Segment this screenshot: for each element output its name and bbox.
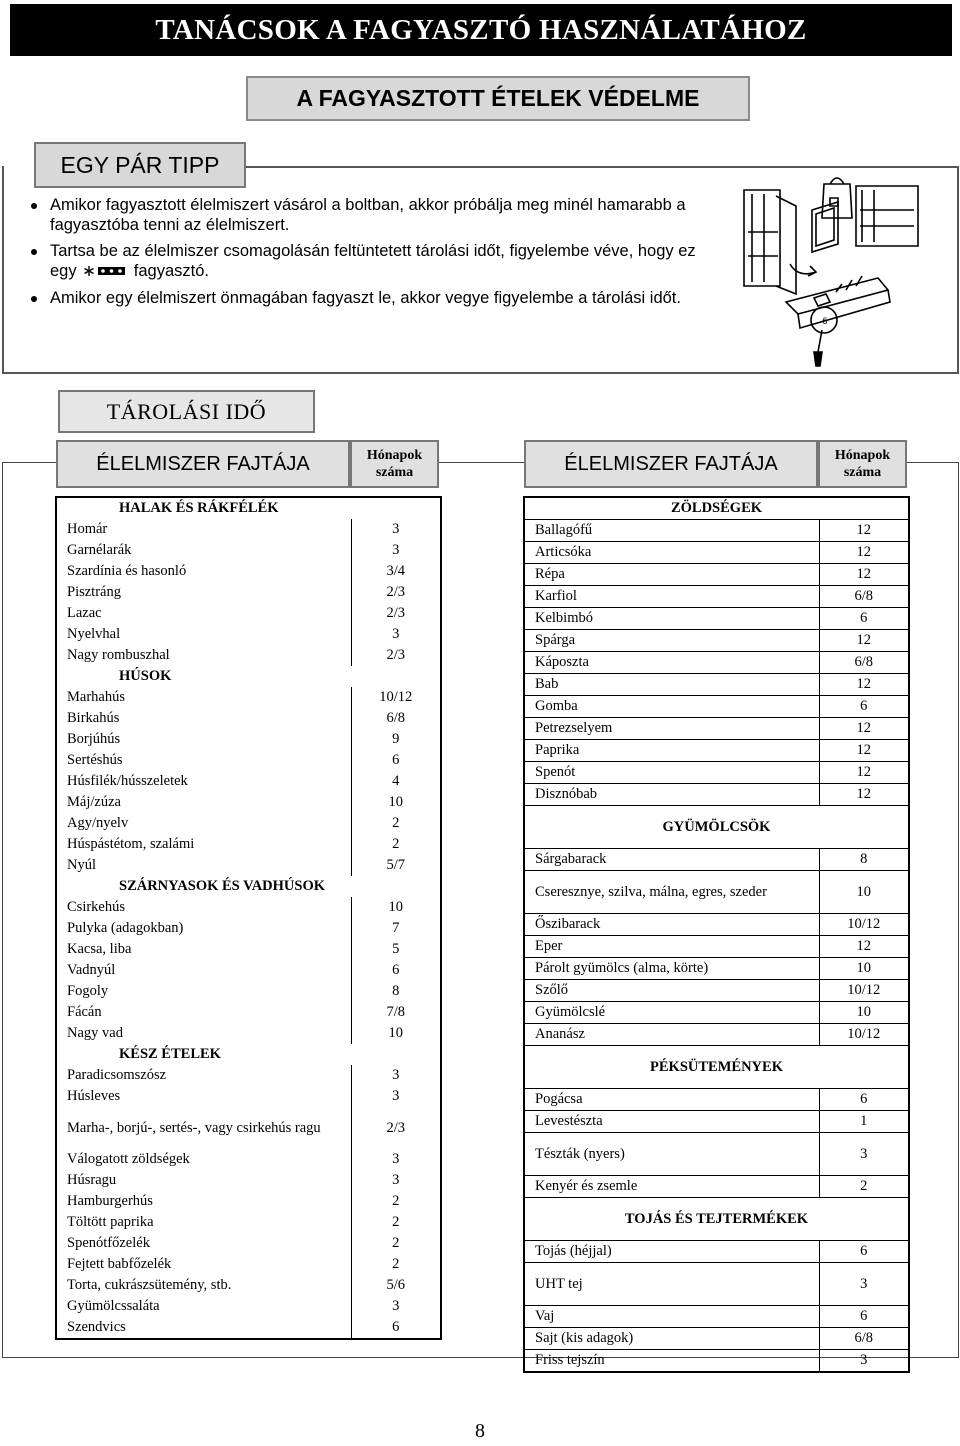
food-name-cell: Gyümölcslé bbox=[524, 1002, 819, 1024]
months-cell: 10 bbox=[819, 871, 909, 914]
months-cell: 3 bbox=[819, 1263, 909, 1306]
table-row bbox=[56, 1002, 441, 1023]
storage-table-right bbox=[523, 496, 910, 1373]
table-row bbox=[524, 1133, 909, 1176]
table-row bbox=[56, 771, 441, 792]
months-cell: 12 bbox=[819, 520, 909, 542]
table-row bbox=[56, 750, 441, 771]
months-cell: 8 bbox=[351, 981, 441, 1002]
months-cell: 10/12 bbox=[819, 1024, 909, 1046]
food-name-cell: Őszibarack bbox=[524, 914, 819, 936]
months-cell: 6 bbox=[351, 1317, 441, 1339]
table-row bbox=[524, 936, 909, 958]
section-row bbox=[56, 497, 441, 519]
section-heading: HALAK ÉS RÁKFÉLÉK bbox=[56, 497, 441, 519]
svg-text:6: 6 bbox=[822, 317, 828, 327]
table-row bbox=[56, 582, 441, 603]
tip-item: Amikor egy élelmiszert önmagában fagyaszt le, akkor vegye figyelembe a tárolási időt. bbox=[26, 288, 706, 308]
table-row bbox=[56, 960, 441, 981]
food-name-cell: Articsóka bbox=[524, 542, 819, 564]
food-name-cell: Levestészta bbox=[524, 1111, 819, 1133]
food-name-cell: Hamburgerhús bbox=[56, 1191, 351, 1212]
table-row bbox=[524, 762, 909, 784]
table-row bbox=[56, 1212, 441, 1233]
months-cell: 7/8 bbox=[351, 1002, 441, 1023]
food-name-cell: Fácán bbox=[56, 1002, 351, 1023]
months-cell: 2 bbox=[351, 813, 441, 834]
table-row bbox=[56, 1170, 441, 1191]
table-row bbox=[56, 1191, 441, 1212]
table-row bbox=[56, 645, 441, 666]
months-cell: 2/3 bbox=[351, 582, 441, 603]
table-row bbox=[524, 1002, 909, 1024]
section-heading: KÉSZ ÉTELEK bbox=[56, 1044, 441, 1065]
food-name-cell: Lazac bbox=[56, 603, 351, 624]
months-cell: 7 bbox=[351, 918, 441, 939]
months-cell: 8 bbox=[819, 849, 909, 871]
table-row bbox=[56, 897, 441, 918]
table-row bbox=[56, 624, 441, 645]
section-row bbox=[524, 1198, 909, 1241]
months-cell: 2/3 bbox=[351, 645, 441, 666]
section-heading: SZÁRNYASOK ÉS VADHÚSOK bbox=[56, 876, 441, 897]
table-row bbox=[524, 608, 909, 630]
months-cell: 3 bbox=[351, 519, 441, 540]
food-name-cell: Répa bbox=[524, 564, 819, 586]
table-row bbox=[56, 855, 441, 876]
food-name-cell: Nagy rombuszhal bbox=[56, 645, 351, 666]
freezer-illustration bbox=[738, 174, 948, 370]
months-cell: 12 bbox=[819, 740, 909, 762]
tip-text: Tartsa be az élelmiszer csomagolásán feltüntetett tárolási időt, figyelembe véve, hogy ez egy bbox=[50, 242, 696, 280]
food-name-cell: Spenót bbox=[524, 762, 819, 784]
table-row bbox=[56, 1023, 441, 1044]
food-name-cell: Válogatott zöldségek bbox=[56, 1149, 351, 1170]
months-cell: 10/12 bbox=[819, 914, 909, 936]
table-row bbox=[56, 519, 441, 540]
table-row bbox=[56, 1296, 441, 1317]
food-name-cell: Máj/zúza bbox=[56, 792, 351, 813]
section-row bbox=[524, 1046, 909, 1089]
months-cell: 12 bbox=[819, 762, 909, 784]
months-cell: 2 bbox=[351, 834, 441, 855]
months-cell: 12 bbox=[819, 718, 909, 740]
table-row bbox=[56, 1086, 441, 1107]
food-name-cell: Fejtett babfőzelék bbox=[56, 1254, 351, 1275]
tip-text: fagyasztó. bbox=[133, 262, 210, 280]
months-cell: 12 bbox=[819, 674, 909, 696]
table-row bbox=[524, 1263, 909, 1306]
food-name-cell: Töltött paprika bbox=[56, 1212, 351, 1233]
table-row bbox=[56, 1254, 441, 1275]
storage-table-left bbox=[55, 496, 442, 1340]
months-cell: 3 bbox=[351, 1149, 441, 1170]
months-cell: 3 bbox=[351, 1086, 441, 1107]
food-name-cell: Gomba bbox=[524, 696, 819, 718]
food-name-cell: Ballagófű bbox=[524, 520, 819, 542]
food-name-cell: Cseresznye, szilva, málna, egres, szeder bbox=[524, 871, 819, 914]
food-name-cell: Szendvics bbox=[56, 1317, 351, 1339]
tips-heading: EGY PÁR TIPP bbox=[34, 142, 246, 188]
table-row bbox=[524, 674, 909, 696]
snowflake-icon bbox=[83, 265, 127, 277]
tip-item: Amikor fagyasztott élelmiszert vásárol a boltban, akkor próbálja meg minél hamarabb a fagyasztóba tenni az élelmiszert. bbox=[26, 195, 706, 235]
tips-list bbox=[26, 195, 706, 314]
left-column-header-months: Hónapok száma bbox=[350, 440, 439, 488]
table-row bbox=[524, 1328, 909, 1350]
page-number: 8 bbox=[475, 1420, 485, 1442]
food-name-cell: Bab bbox=[524, 674, 819, 696]
months-cell: 2 bbox=[819, 1176, 909, 1198]
months-cell: 3 bbox=[351, 1065, 441, 1086]
months-cell: 12 bbox=[819, 936, 909, 958]
months-cell: 10 bbox=[351, 897, 441, 918]
tips-box-top-border bbox=[246, 166, 959, 168]
food-name-cell: Fogoly bbox=[56, 981, 351, 1002]
table-row bbox=[524, 980, 909, 1002]
section-row bbox=[524, 497, 909, 520]
months-cell: 3 bbox=[351, 1296, 441, 1317]
food-name-cell: Birkahús bbox=[56, 708, 351, 729]
food-name-cell: Nyúl bbox=[56, 855, 351, 876]
food-name-cell: Paprika bbox=[524, 740, 819, 762]
months-cell: 3/4 bbox=[351, 561, 441, 582]
months-cell: 12 bbox=[819, 784, 909, 806]
table-row bbox=[524, 1241, 909, 1263]
months-cell: 2 bbox=[351, 1191, 441, 1212]
section-heading: HÚSOK bbox=[56, 666, 441, 687]
months-cell: 6 bbox=[819, 696, 909, 718]
months-cell: 3 bbox=[819, 1350, 909, 1373]
food-name-cell: Sajt (kis adagok) bbox=[524, 1328, 819, 1350]
left-column-header-food: ÉLELMISZER FAJTÁJA bbox=[56, 440, 350, 488]
table-row bbox=[524, 784, 909, 806]
table-row bbox=[56, 981, 441, 1002]
table-row bbox=[524, 652, 909, 674]
table-row bbox=[524, 718, 909, 740]
months-cell: 6/8 bbox=[819, 586, 909, 608]
months-cell: 2 bbox=[351, 1212, 441, 1233]
food-name-cell: Homár bbox=[56, 519, 351, 540]
months-cell: 1 bbox=[819, 1111, 909, 1133]
food-name-cell: Kacsa, liba bbox=[56, 939, 351, 960]
table-row bbox=[524, 542, 909, 564]
table-row bbox=[56, 603, 441, 624]
table-row bbox=[56, 918, 441, 939]
table-row bbox=[56, 729, 441, 750]
table-row bbox=[524, 849, 909, 871]
months-cell: 2 bbox=[351, 1233, 441, 1254]
table-row bbox=[524, 586, 909, 608]
table-row bbox=[524, 958, 909, 980]
food-name-cell: Sertéshús bbox=[56, 750, 351, 771]
section-row bbox=[56, 666, 441, 687]
months-cell: 10 bbox=[819, 958, 909, 980]
storage-table-left-body bbox=[56, 497, 441, 1339]
right-column-header-food: ÉLELMISZER FAJTÁJA bbox=[524, 440, 818, 488]
storage-table-right-body bbox=[524, 497, 909, 1372]
food-name-cell: Pogácsa bbox=[524, 1089, 819, 1111]
section-heading: TOJÁS ÉS TEJTERMÉKEK bbox=[524, 1198, 909, 1241]
food-name-cell: Tészták (nyers) bbox=[524, 1133, 819, 1176]
months-cell: 6 bbox=[819, 1089, 909, 1111]
months-cell: 10/12 bbox=[819, 980, 909, 1002]
food-name-cell: Sárgabarack bbox=[524, 849, 819, 871]
section-heading: ZÖLDSÉGEK bbox=[524, 497, 909, 520]
table-row bbox=[56, 1275, 441, 1296]
tip-item bbox=[26, 241, 706, 282]
months-cell: 6/8 bbox=[819, 1328, 909, 1350]
food-name-cell: UHT tej bbox=[524, 1263, 819, 1306]
table-row bbox=[56, 834, 441, 855]
table-row bbox=[524, 871, 909, 914]
months-cell: 3 bbox=[819, 1133, 909, 1176]
table-row bbox=[524, 630, 909, 652]
months-cell: 3 bbox=[351, 540, 441, 561]
months-cell: 6 bbox=[351, 750, 441, 771]
table-row bbox=[524, 914, 909, 936]
page-title: TANÁCSOK A FAGYASZTÓ HASZNÁLATÁHOZ bbox=[10, 4, 952, 56]
table-row bbox=[56, 1233, 441, 1254]
food-name-cell: Csirkehús bbox=[56, 897, 351, 918]
food-name-cell: Nyelvhal bbox=[56, 624, 351, 645]
food-name-cell: Borjúhús bbox=[56, 729, 351, 750]
food-name-cell: Kenyér és zsemle bbox=[524, 1176, 819, 1198]
food-name-cell: Marha-, borjú-, sertés-, vagy csirkehús ragu bbox=[56, 1107, 351, 1149]
months-cell: 3 bbox=[351, 1170, 441, 1191]
table-row bbox=[56, 1317, 441, 1339]
months-cell: 12 bbox=[819, 564, 909, 586]
table-row bbox=[524, 1111, 909, 1133]
table-row bbox=[524, 1024, 909, 1046]
food-name-cell: Spenótfőzelék bbox=[56, 1233, 351, 1254]
food-name-cell: Húsragu bbox=[56, 1170, 351, 1191]
food-name-cell: Pisztráng bbox=[56, 582, 351, 603]
table-row bbox=[524, 1306, 909, 1328]
food-name-cell: Spárga bbox=[524, 630, 819, 652]
section-row bbox=[56, 876, 441, 897]
food-name-cell: Húspástétom, szalámi bbox=[56, 834, 351, 855]
months-cell: 6 bbox=[819, 608, 909, 630]
months-cell: 3 bbox=[351, 624, 441, 645]
table-row bbox=[56, 1149, 441, 1170]
table-row bbox=[56, 1065, 441, 1086]
table-row bbox=[56, 561, 441, 582]
food-name-cell: Szőlő bbox=[524, 980, 819, 1002]
table-row bbox=[524, 520, 909, 542]
food-name-cell: Petrezselyem bbox=[524, 718, 819, 740]
section-row bbox=[56, 1044, 441, 1065]
food-name-cell: Pulyka (adagokban) bbox=[56, 918, 351, 939]
food-name-cell: Gyümölcssaláta bbox=[56, 1296, 351, 1317]
months-cell: 10 bbox=[351, 1023, 441, 1044]
table-row bbox=[524, 1089, 909, 1111]
months-cell: 6/8 bbox=[351, 708, 441, 729]
months-cell: 2/3 bbox=[351, 1107, 441, 1149]
months-cell: 2/3 bbox=[351, 603, 441, 624]
months-cell: 12 bbox=[819, 542, 909, 564]
food-name-cell: Kelbimbó bbox=[524, 608, 819, 630]
table-row bbox=[56, 1107, 441, 1149]
table-row bbox=[524, 1176, 909, 1198]
food-name-cell: Ananász bbox=[524, 1024, 819, 1046]
section-subtitle: A FAGYASZTOTT ÉTELEK VÉDELME bbox=[246, 76, 750, 121]
months-cell: 5 bbox=[351, 939, 441, 960]
food-name-cell: Torta, cukrászsütemény, stb. bbox=[56, 1275, 351, 1296]
table-row bbox=[524, 1350, 909, 1373]
food-name-cell: Tojás (héjjal) bbox=[524, 1241, 819, 1263]
food-name-cell: Karfiol bbox=[524, 586, 819, 608]
food-name-cell: Húsfilék/hússzeletek bbox=[56, 771, 351, 792]
food-name-cell: Vaj bbox=[524, 1306, 819, 1328]
table-row bbox=[524, 564, 909, 586]
months-cell: 10/12 bbox=[351, 687, 441, 708]
food-name-cell: Párolt gyümölcs (alma, körte) bbox=[524, 958, 819, 980]
food-name-cell: Káposzta bbox=[524, 652, 819, 674]
food-name-cell: Agy/nyelv bbox=[56, 813, 351, 834]
food-name-cell: Paradicsomszósz bbox=[56, 1065, 351, 1086]
section-heading: GYÜMÖLCSÖK bbox=[524, 806, 909, 849]
food-name-cell: Eper bbox=[524, 936, 819, 958]
food-name-cell: Szardínia és hasonló bbox=[56, 561, 351, 582]
months-cell: 6 bbox=[819, 1306, 909, 1328]
months-cell: 5/7 bbox=[351, 855, 441, 876]
table-row bbox=[56, 792, 441, 813]
food-name-cell: Friss tejszín bbox=[524, 1350, 819, 1373]
table-row bbox=[524, 696, 909, 718]
table-row bbox=[56, 708, 441, 729]
food-name-cell: Húsleves bbox=[56, 1086, 351, 1107]
storage-heading: TÁROLÁSI IDŐ bbox=[58, 390, 315, 433]
months-cell: 9 bbox=[351, 729, 441, 750]
table-row bbox=[524, 740, 909, 762]
table-row bbox=[56, 813, 441, 834]
freezer-rating-icons bbox=[83, 262, 127, 282]
months-cell: 6 bbox=[819, 1241, 909, 1263]
right-column-header-months: Hónapok száma bbox=[818, 440, 907, 488]
table-row bbox=[56, 540, 441, 561]
months-cell: 12 bbox=[819, 630, 909, 652]
food-name-cell: Disznóbab bbox=[524, 784, 819, 806]
months-cell: 5/6 bbox=[351, 1275, 441, 1296]
months-cell: 6/8 bbox=[819, 652, 909, 674]
months-cell: 2 bbox=[351, 1254, 441, 1275]
table-row bbox=[56, 687, 441, 708]
table-row bbox=[56, 939, 441, 960]
food-name-cell: Garnélarák bbox=[56, 540, 351, 561]
months-cell: 10 bbox=[351, 792, 441, 813]
section-row bbox=[524, 806, 909, 849]
food-name-cell: Vadnyúl bbox=[56, 960, 351, 981]
months-cell: 4 bbox=[351, 771, 441, 792]
months-cell: 6 bbox=[351, 960, 441, 981]
months-cell: 10 bbox=[819, 1002, 909, 1024]
section-heading: PÉKSÜTEMÉNYEK bbox=[524, 1046, 909, 1089]
food-name-cell: Nagy vad bbox=[56, 1023, 351, 1044]
food-name-cell: Marhahús bbox=[56, 687, 351, 708]
